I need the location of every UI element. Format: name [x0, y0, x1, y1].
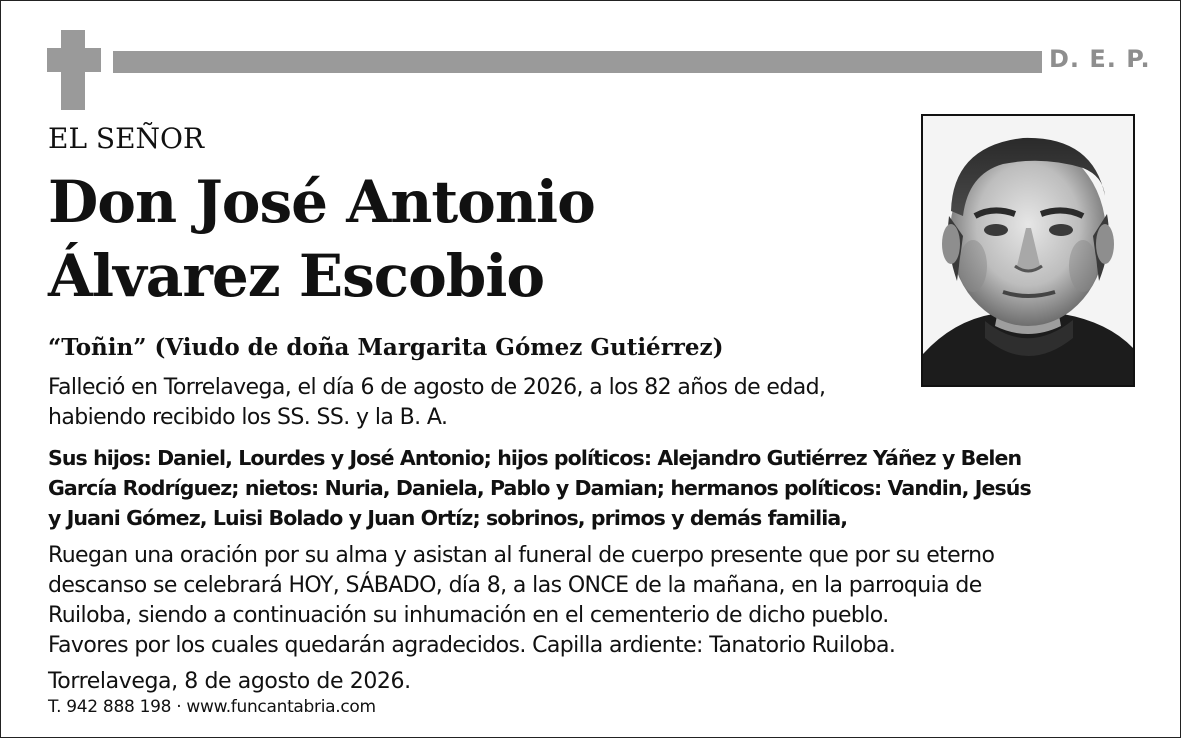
death-statement	[48, 373, 928, 433]
portrait-photo	[921, 114, 1135, 387]
family-list-line: García Rodríguez; nietos: Nuria, Daniela, Pablo y Damian; hermanos políticos: Vandin, Jesús	[48, 476, 1031, 500]
honorific-prefix: EL SEÑOR	[48, 122, 205, 155]
family-list	[48, 443, 1148, 533]
portrait-image	[923, 116, 1133, 385]
cross-icon	[47, 30, 101, 110]
family-list-line: y Juani Gómez, Luisi Bolado y Juan Ortíz; sobrinos, primos y demás familia,	[48, 506, 848, 530]
funeral-announcement-line: Ruiloba, siendo a continuación su inhumación en el cementerio de dicho pueblo.	[48, 603, 889, 628]
death-statement-line: Falleció en Torrelavega, el día 6 de agosto de 2026, a los 82 años de edad,	[48, 375, 826, 400]
death-statement-line: habiendo recibido los SS. SS. y la B. A.	[48, 405, 448, 430]
deceased-name-line-2: Álvarez Escobio	[48, 242, 545, 310]
dep-label: D. E. P.	[1049, 45, 1151, 73]
funeral-announcement-line: Ruegan una oración por su alma y asistan al funeral de cuerpo presente que por su eterno	[48, 543, 995, 568]
deceased-name	[48, 165, 595, 313]
header-rule	[113, 51, 1042, 73]
family-list-line: Sus hijos: Daniel, Lourdes y José Antonio; hijos políticos: Alejandro Gutiérrez Yáñez y Belen	[48, 446, 1022, 470]
funeral-announcement-line: descanso se celebrará HOY, SÁBADO, día 8, a las ONCE de la mañana, en la parroquia de	[48, 573, 982, 598]
place-and-date: Torrelavega, 8 de agosto de 2026.	[48, 669, 411, 694]
funeral-announcement	[48, 541, 1148, 661]
funeral-home-contact: T. 942 888 198 · www.funcantabria.com	[48, 697, 376, 717]
funeral-announcement-line: Favores por los cuales quedarán agradecidos. Capilla ardiente: Tanatorio Ruiloba.	[48, 633, 896, 658]
nickname-widow-note: “Toñin” (Viudo de doña Margarita Gómez Gutiérrez)	[48, 334, 724, 361]
deceased-name-line-1: Don José Antonio	[48, 168, 595, 236]
